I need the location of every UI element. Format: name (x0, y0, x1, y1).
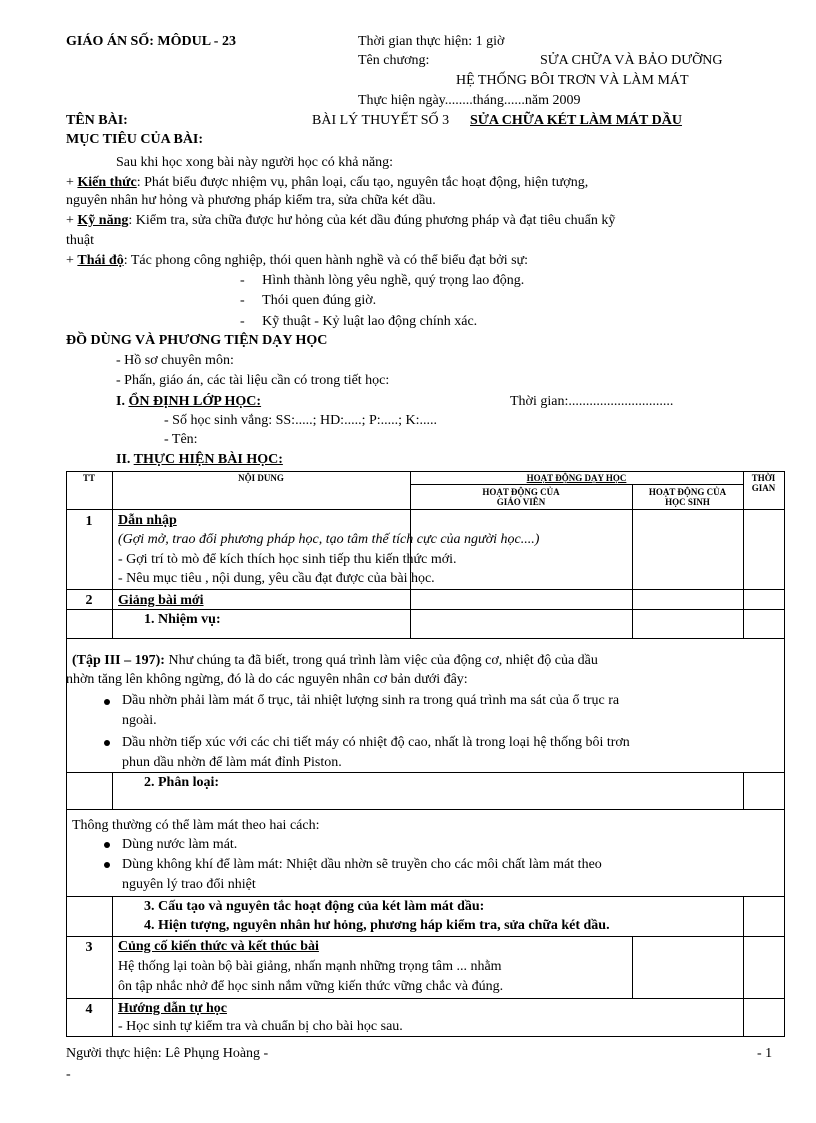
cooling-intro: Thông thường có thể làm mát theo hai cách: (72, 818, 320, 833)
objectives-heading: MỤC TIÊU CỦA BÀI: (66, 132, 204, 147)
row3-line: ôn tập nhắc nhở để học sinh nắm vững kiến thức vững chắc và đúng. (118, 979, 504, 994)
tasks-bullet: Dầu nhờn phải làm mát ổ trục, tải nhiệt lượng sinh ra trong quá trình ma sát của ổ trục ra (122, 693, 620, 708)
col-activities: HOẠT ĐỘNG DẠY HỌC (526, 473, 627, 483)
footer-dash: - (66, 1067, 71, 1082)
row4-title: Hướng dẫn tự học (118, 1001, 227, 1016)
row1-title: Dẫn nhập (118, 513, 177, 528)
objectives-intro: Sau khi học xong bài này người học có khả năng: (116, 155, 394, 170)
lesson-plan-number: GIÁO ÁN SỐ: MÔDUL - 23 (66, 34, 236, 49)
cooling-bullet: Dùng nước làm mát. (122, 837, 238, 852)
row-divider (66, 772, 785, 773)
attitude-line: + Thái độ: Tác phong công nghiệp, thói quen hành nghề và có thể biểu đạt bởi sự: (66, 253, 529, 268)
row-divider (66, 896, 785, 897)
row-number: 3 (85, 940, 93, 955)
cooling-bullet-cont: nguyên lý trao đổi nhiệt (122, 877, 256, 892)
lesson-table (66, 471, 785, 1037)
subheading-structure: 3. Cấu tạo và nguyên tắc hoạt động của két làm mát dầu: (144, 899, 485, 914)
duration: Thời gian thực hiện: 1 giờ (358, 34, 505, 49)
row-divider (66, 609, 785, 610)
skill-line-2: thuật (66, 233, 94, 248)
table-border (66, 1036, 785, 1037)
row-divider (66, 998, 785, 999)
column-divider (743, 896, 744, 1036)
col-student: HOẠT ĐỘNG CỦA HỌC SINH (648, 487, 727, 507)
equipment-item: - Phấn, giáo án, các tài liệu cần có trong tiết học: (116, 373, 390, 388)
chapter-line-1: SỬA CHỮA VÀ BẢO DƯỠNG (540, 53, 723, 68)
attitude-item: - Thói quen đúng giờ. (240, 293, 377, 308)
lesson-label: TÊN BÀI: (66, 113, 128, 128)
bullet-icon (104, 699, 110, 705)
col-tt: TT (82, 473, 95, 483)
bullet-icon (104, 862, 110, 868)
footer-author: Người thực hiện: Lê Phụng Hoàng - (66, 1046, 269, 1061)
col-time: THỜI GIAN (751, 473, 776, 493)
knowledge-line-2: nguyên nhân hư hỏng và phương pháp kiểm tra, sửa chữa két dầu. (66, 193, 436, 208)
equipment-heading: ĐỒ DÙNG VÀ PHƯƠNG TIỆN DẠY HỌC (66, 333, 328, 348)
equipment-item: - Hồ sơ chuyên môn: (116, 353, 234, 368)
lesson-prefix: BÀI LÝ THUYẾT SỐ 3 (312, 113, 450, 128)
header-bottom (66, 509, 785, 510)
chapter-label: Tên chương: (358, 53, 430, 68)
col-teacher: HOẠT ĐỘNG CỦA GIÁO VIÊN (482, 487, 560, 507)
row-divider (66, 589, 785, 590)
knowledge-label: Kiến thức (77, 175, 137, 190)
date-line: Thực hiện ngày........tháng......năm 2009 (358, 93, 581, 108)
column-divider (112, 471, 113, 638)
lesson-heading: II. THỰC HIỆN BÀI HỌC: (116, 452, 283, 467)
row1-line: - Nêu mục tiêu , nội dung, yêu cầu đạt được của bài học. (118, 571, 435, 586)
column-divider (632, 484, 633, 638)
attitude-item: - Kỹ thuật - Kỷ luật lao động chính xác. (240, 314, 478, 329)
column-divider (632, 936, 633, 998)
knowledge-line: + Kiến thức: Phát biểu được nhiệm vụ, phân loại, cấu tạo, nguyên tắc hoạt động, hiện tượng, (66, 175, 589, 190)
tasks-paragraph-2: nhờn tăng lên không ngừng, đó là do các nguyên nhân cơ bản dưới đây: (66, 672, 468, 687)
chapter-line-2: HỆ THỐNG BÔI TRƠN VÀ LÀM MÁT (456, 73, 689, 88)
header-divider (410, 484, 743, 485)
row-number: 1 (85, 514, 93, 529)
skill-line: + Kỹ năng: Kiểm tra, sửa chữa được hư hỏng của két dầu đúng phương pháp và đạt tiêu chuẩn kỹ (66, 213, 616, 228)
row-divider (66, 638, 785, 639)
col-content: NỘI DUNG (238, 473, 284, 483)
class-setup-heading: I. ỔN ĐỊNH LỚP HỌC: (116, 394, 262, 409)
row-divider (66, 936, 785, 937)
subheading-repair: 4. Hiện tượng, nguyên nhân hư hỏng, phương háp kiểm tra, sửa chữa két dầu. (144, 918, 610, 933)
tasks-bullet-cont: phun dầu nhờn để làm mát đỉnh Piston. (122, 755, 342, 770)
row1-line: - Gợi trí tò mò để kích thích học sinh tiếp thu kiến thức mới. (118, 552, 457, 567)
row4-line: - Học sinh tự kiểm tra và chuẩn bị cho bài học sau. (118, 1019, 403, 1034)
absent-names: - Tên: (164, 432, 198, 447)
row3-line: Hệ thống lại toàn bộ bài giảng, nhấn mạnh những trọng tâm ... nhằm (118, 959, 502, 974)
tasks-paragraph: (Tập III – 197): Như chúng ta đã biết, trong quá trình làm việc của động cơ, nhiệt độ của dầu (72, 653, 598, 668)
table-border (784, 471, 785, 1037)
subheading-classification: 2. Phân loại: (144, 775, 220, 790)
column-divider (112, 896, 113, 1036)
column-divider (112, 772, 113, 809)
absent-students: - Số học sinh vắng: SS:.....; HD:.....; P:.....; K:..... (164, 413, 438, 428)
cooling-bullet: Dùng không khí để làm mát: Nhiệt dầu nhờn sẽ truyền cho các môi chất làm mát theo (122, 857, 602, 872)
row-divider (66, 809, 785, 810)
attitude-label: Thái độ (77, 253, 124, 268)
column-divider (743, 471, 744, 638)
bullet-icon (104, 740, 110, 746)
subheading-tasks: 1. Nhiệm vụ: (144, 612, 221, 627)
row-number: 4 (85, 1002, 93, 1017)
row-number: 2 (85, 593, 93, 608)
bullet-icon (104, 842, 110, 848)
row2-title: Giảng bài mới (118, 593, 204, 608)
table-border (66, 471, 785, 472)
column-divider (743, 772, 744, 809)
page-number: - 1 (757, 1046, 773, 1061)
attitude-item: - Hình thành lòng yêu nghề, quý trọng lao động. (240, 273, 525, 288)
lesson-title: SỬA CHỮA KÉT LÀM MÁT DẦU (470, 113, 682, 128)
row3-title: Củng cố kiến thức và kết thúc bài (118, 939, 319, 954)
skill-label: Kỹ năng (77, 213, 129, 228)
tasks-bullet-cont: ngoài. (122, 713, 157, 728)
row1-italic: (Gợi mở, trao đổi phương pháp học, tạo tâm thế tích cực của người học....) (118, 532, 540, 547)
class-time: Thời gian:.............................. (510, 394, 674, 409)
tasks-bullet: Dầu nhờn tiếp xúc với các chi tiết máy có nhiệt độ cao, nhất là trong loại hệ thống bôi trơn (122, 735, 630, 750)
